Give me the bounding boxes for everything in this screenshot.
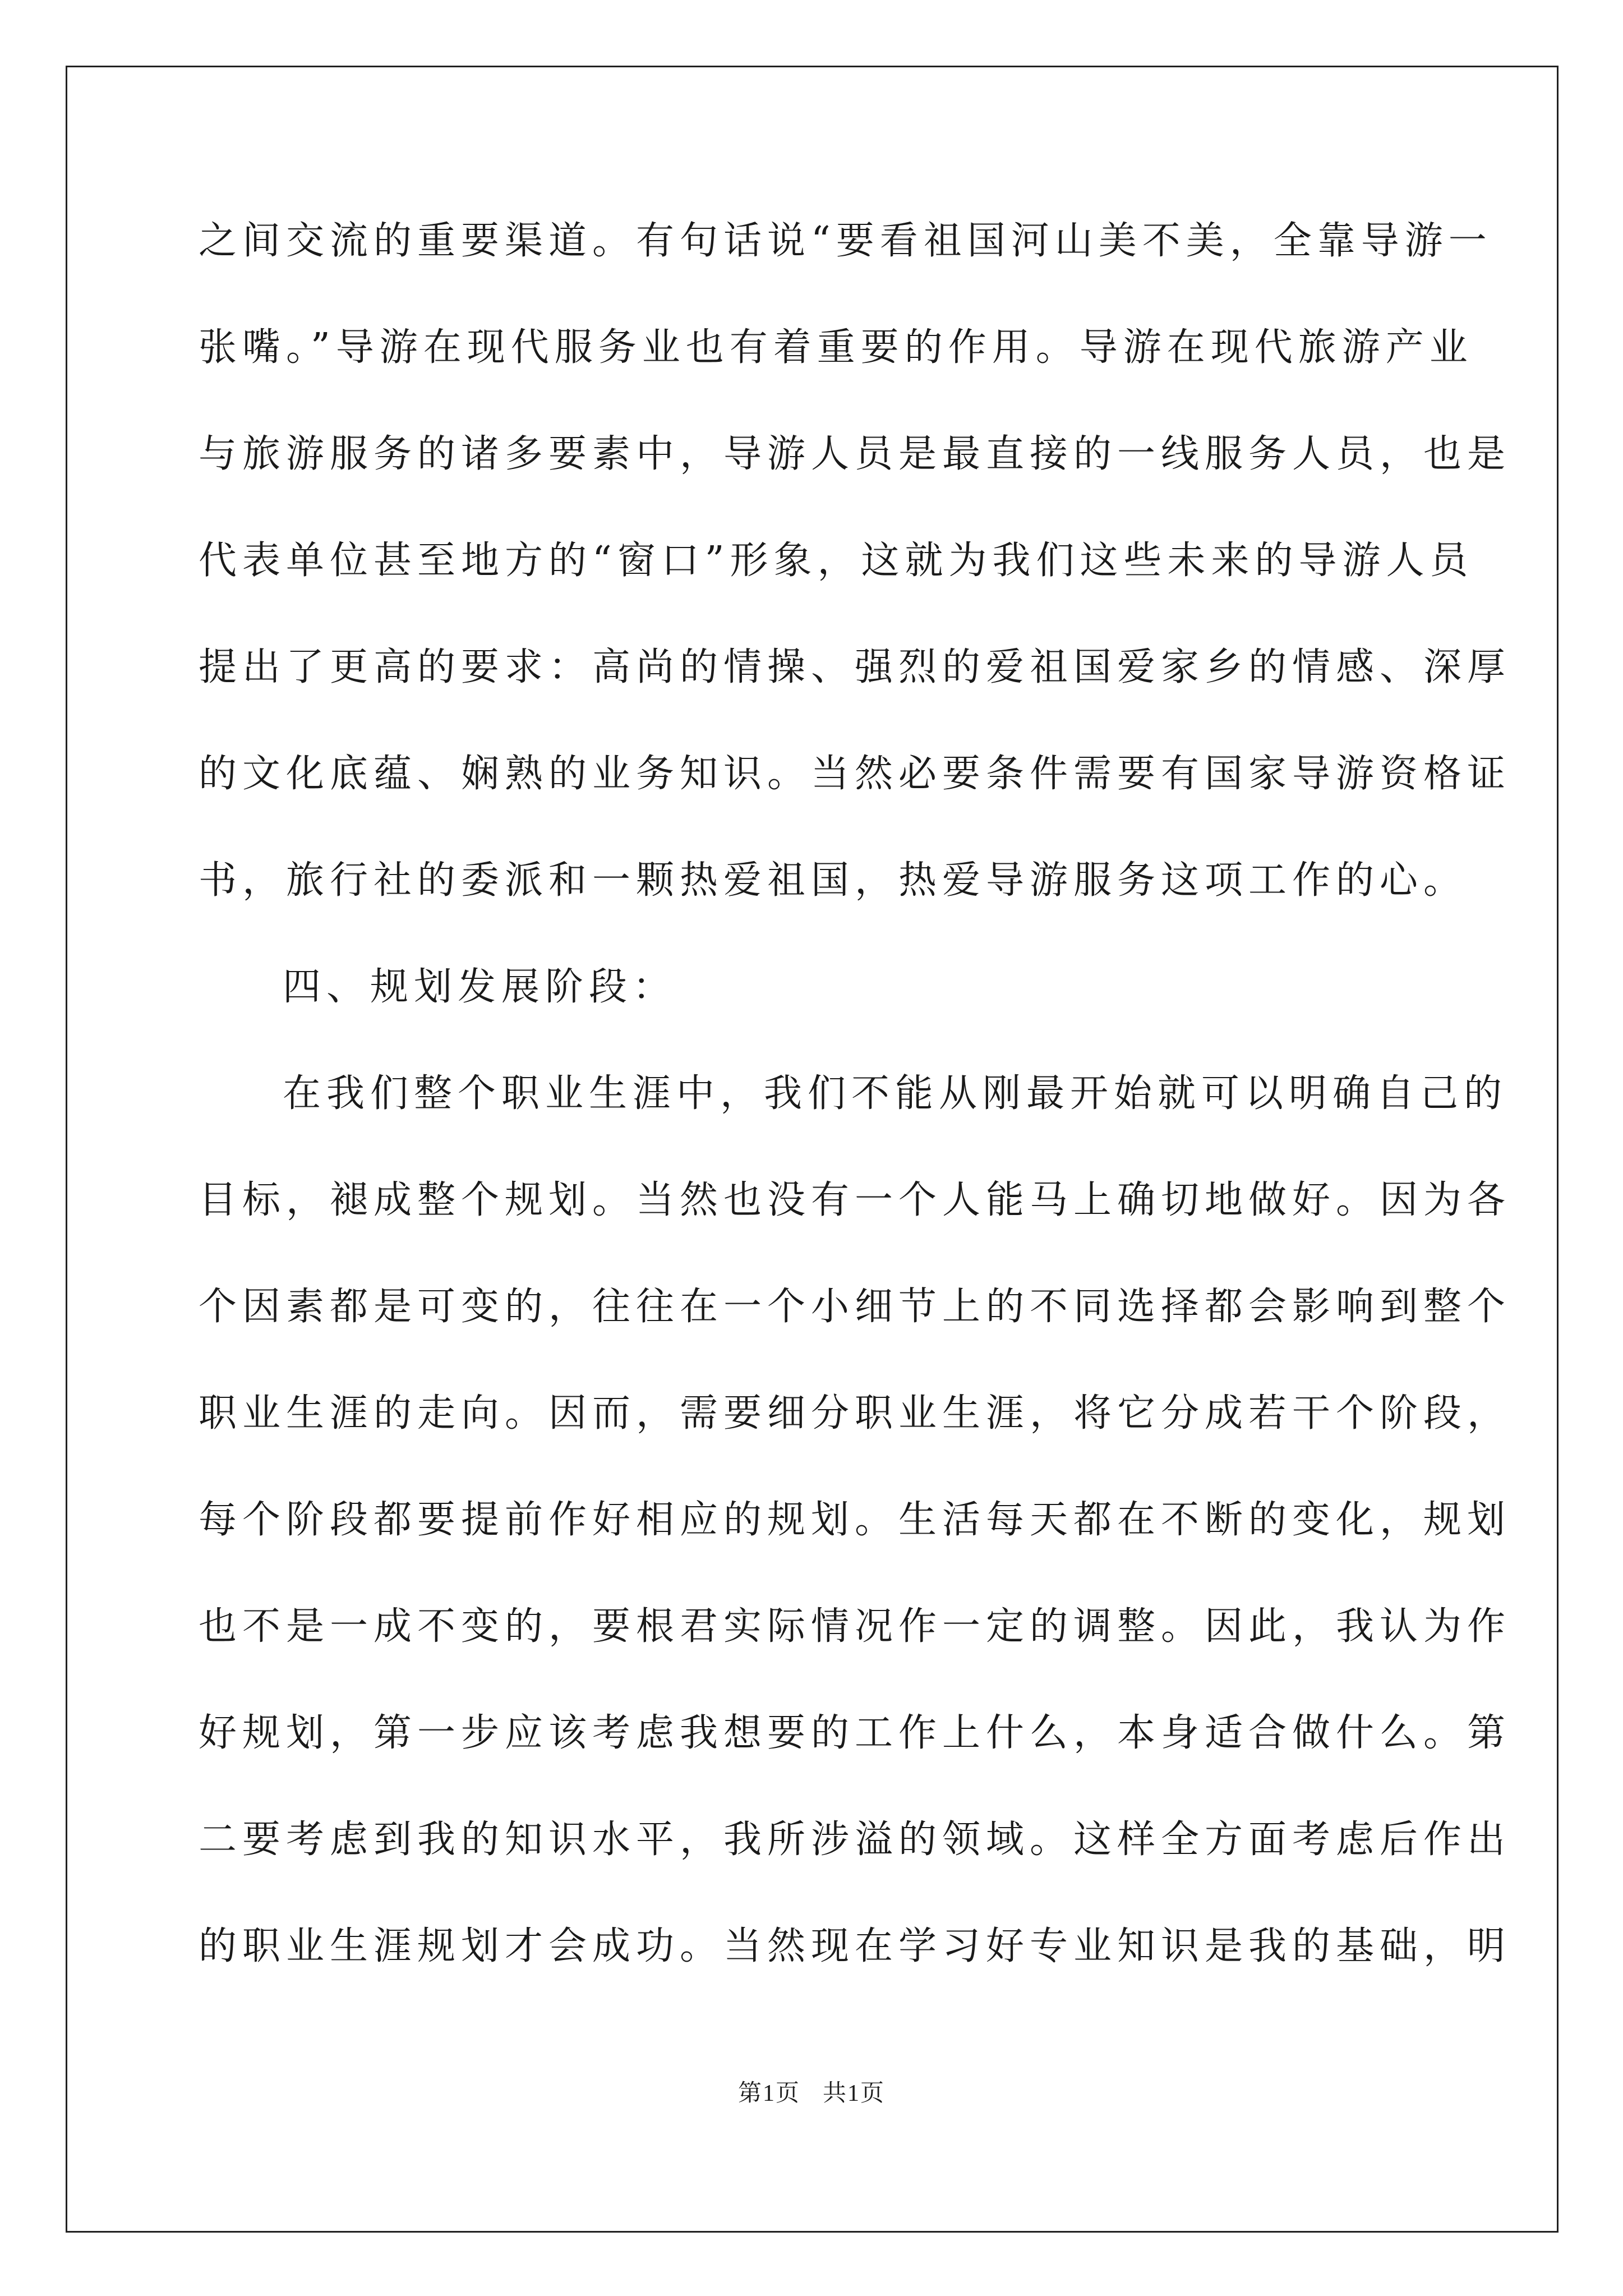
total-pages: 共1页 — [823, 2081, 886, 2106]
page-border — [66, 66, 1559, 2233]
body-line: 与旅游服务的诸多要素中，导游人员是最直接的一线服务人员，也是 — [199, 432, 1511, 476]
body-line: 职业生涯的走向。因而，需要细分职业生涯，将它分成若干个阶段， — [199, 1391, 1511, 1435]
body-line: 每个阶段都要提前作好相应的规划。生活每天都在不断的变化，规划 — [199, 1498, 1511, 1542]
body-line: 提出了更高的要求：高尚的情操、强烈的爱祖国爱家乡的情感、深厚 — [199, 645, 1511, 689]
body-line: 好规划，第一步应该考虑我想要的工作上什么，本身适合做什么。第 — [199, 1711, 1511, 1755]
page-number: 第1页 — [737, 2081, 800, 2106]
body-line: 的文化底蕴、娴熟的业务知识。当然必要条件需要有国家导游资格证 — [199, 752, 1511, 796]
body-line: 二要考虑到我的知识水平，我所涉溢的领域。这样全方面考虑后作出 — [199, 1818, 1511, 1862]
body-line: 的职业生涯规划才会成功。当然现在学习好专业知识是我的基础，明 — [199, 1924, 1511, 1968]
body-line: 目标，褪成整个规划。当然也没有一个人能马上确切地做好。因为各 — [199, 1178, 1511, 1222]
body-line: 张嘴。”导游在现代服务业也有着重要的作用。导游在现代旅游产业 — [199, 325, 1473, 370]
body-line: 也不是一成不变的，要根君实际情况作一定的调整。因此，我认为作 — [199, 1604, 1511, 1649]
body-line: 之间交流的重要渠道。有句话说“要看祖国河山美不美，全靠导游一 — [199, 219, 1492, 263]
body-line: 代表单位甚至地方的“窗口”形象，这就为我们这些未来的导游人员 — [199, 539, 1474, 583]
body-line: 个因素都是可变的，往往在一个小细节上的不同选择都会影响到整个 — [199, 1285, 1511, 1329]
body-line: 在我们整个职业生涯中，我们不能从刚最开始就可以明确自己的 — [283, 1071, 1508, 1116]
page-footer — [0, 2079, 1623, 2108]
section-heading: 四、规划发展阶段： — [283, 965, 677, 1009]
body-line: 书，旅行社的委派和一颗热爱祖国，热爱导游服务这项工作的心。 — [199, 858, 1468, 903]
